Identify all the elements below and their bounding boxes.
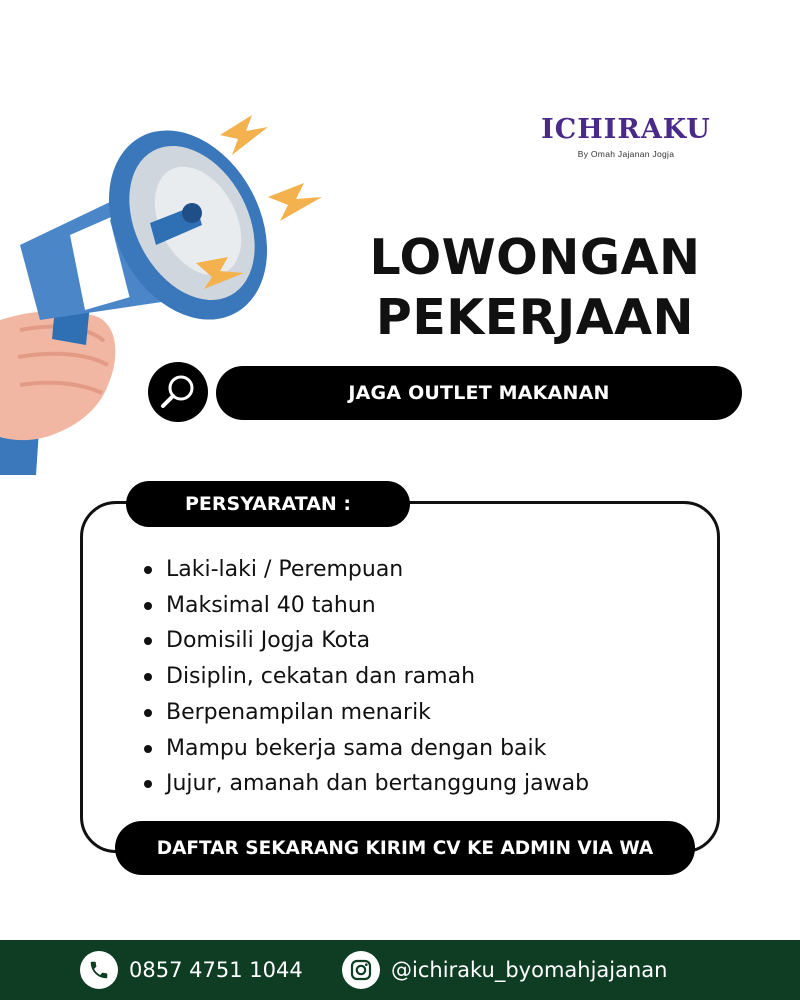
- title-line-1: LOWONGAN: [369, 229, 701, 286]
- phone-number: 0857 4751 1044: [129, 958, 303, 982]
- brand-name: ICHIRAKU: [541, 114, 711, 145]
- cta-pill: DAFTAR SEKARANG KIRIM CV KE ADMIN VIA WA: [115, 821, 695, 875]
- phone-icon: [80, 951, 118, 989]
- footer-bar: [0, 940, 800, 1000]
- list-item: Berpenampilan menarik: [142, 695, 702, 731]
- list-item: Mampu bekerja sama dengan baik: [142, 731, 702, 767]
- title-line-2: PEKERJAAN: [375, 289, 695, 346]
- phone-contact[interactable]: [80, 940, 303, 1000]
- requirements-heading: PERSYARATAN :: [126, 481, 410, 527]
- list-item: Maksimal 40 tahun: [142, 588, 702, 624]
- instagram-handle: @ichiraku_byomahjajanan: [391, 958, 668, 982]
- instagram-icon: [342, 951, 380, 989]
- brand-logo: [540, 114, 712, 159]
- job-title-pill: JAGA OUTLET MAKANAN: [216, 366, 742, 420]
- list-item: Jujur, amanah dan bertanggung jawab: [142, 766, 702, 802]
- brand-tagline: By Omah Jajanan Jogja: [577, 149, 675, 159]
- list-item: Laki-laki / Perempuan: [142, 552, 702, 588]
- requirements-list: [142, 552, 702, 802]
- search-badge: [148, 362, 208, 422]
- page-title: [340, 228, 730, 348]
- list-item: Disiplin, cekatan dan ramah: [142, 659, 702, 695]
- list-item: Domisili Jogja Kota: [142, 623, 702, 659]
- search-icon: [148, 362, 208, 422]
- instagram-contact[interactable]: [342, 940, 668, 1000]
